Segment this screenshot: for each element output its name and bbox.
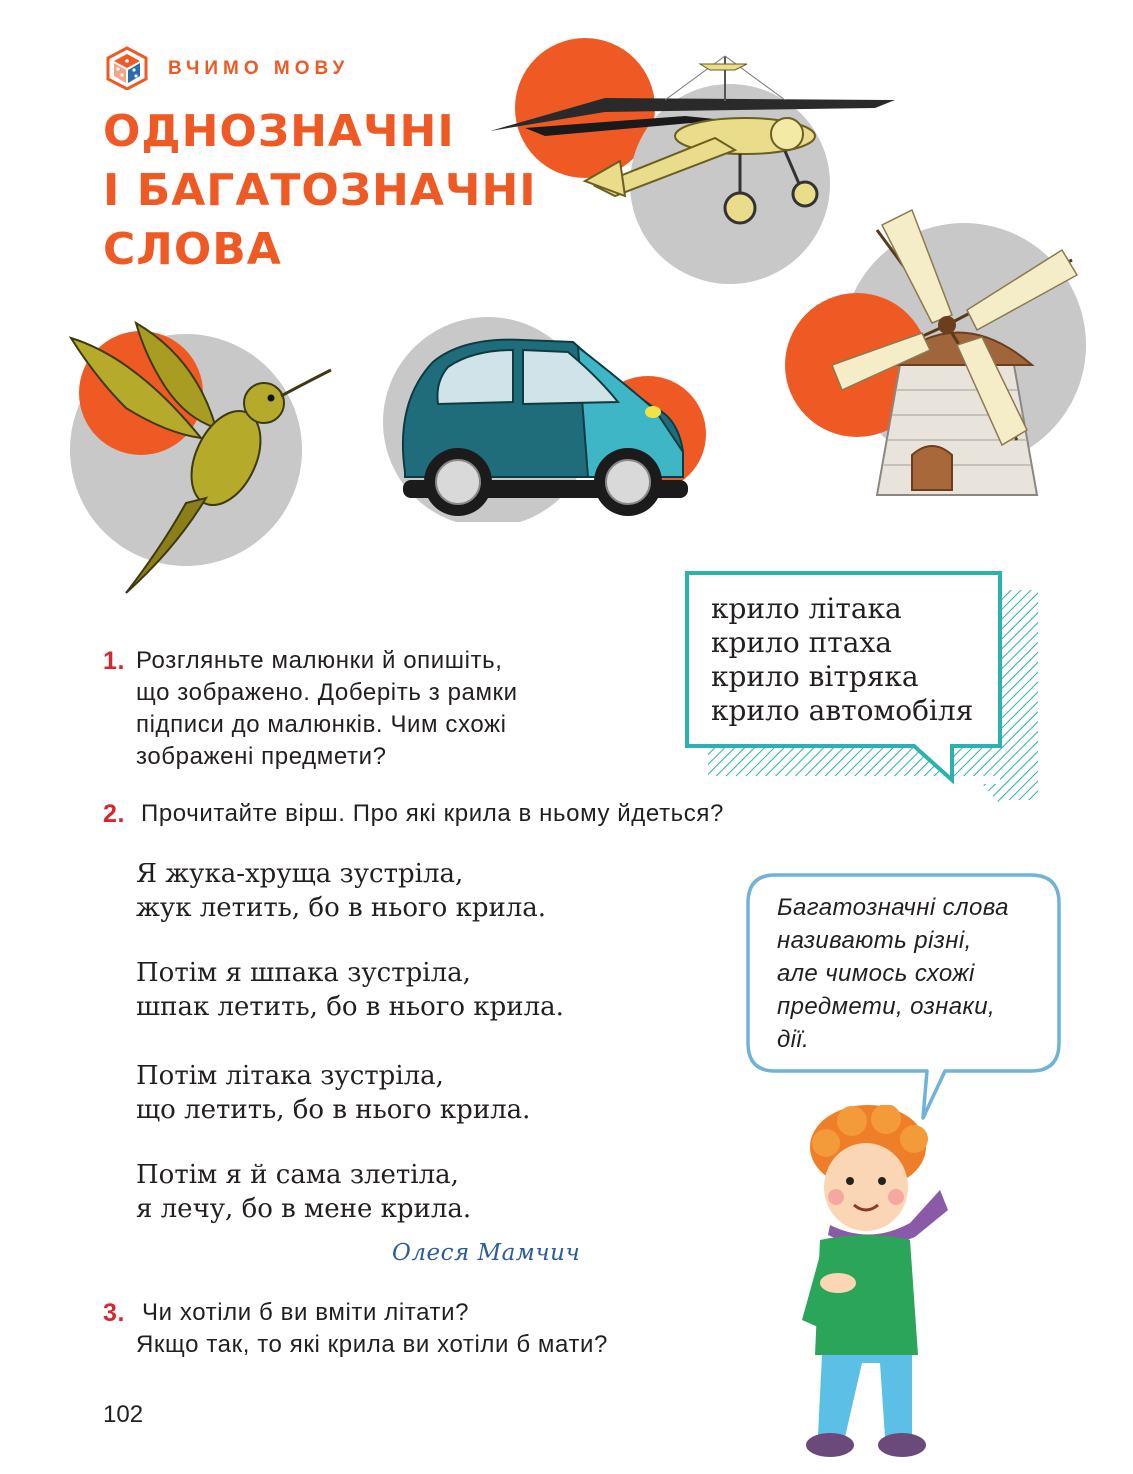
task-number: 1.	[103, 647, 126, 675]
poem-stanza-2	[136, 956, 564, 1024]
poem-line: Потім я шпака зустріла,	[136, 958, 471, 988]
page-title-line-1: ОДНОЗНАЧНІ	[103, 106, 455, 157]
poem-stanza-1	[136, 857, 546, 925]
task-3	[103, 1297, 608, 1361]
rule-line: предмети, ознаки,	[777, 993, 996, 1020]
page-title-line-3: СЛОВА	[103, 224, 282, 275]
poem-line: Потім літака зустріла,	[136, 1061, 444, 1091]
task-text-line: що зображено. Доберіть з рамки	[136, 679, 518, 706]
poem-line: що летить, бо в нього крила.	[136, 1095, 531, 1125]
rule-line: Багатозначні слова	[777, 894, 1009, 921]
task-text-line: Чи хотіли б ви вміти літати?	[142, 1299, 470, 1326]
phrase-item: крило літака	[711, 592, 902, 625]
task-text-line: Якщо так, то які крила ви хотіли б мати?	[136, 1331, 608, 1358]
phrase-item: крило вітряка	[711, 660, 919, 693]
phrase-list	[711, 592, 973, 728]
phrase-item: крило птаха	[711, 626, 892, 659]
poem-stanza-4	[136, 1158, 471, 1226]
task-text-line: Розгляньте малюнки й опишіть,	[136, 647, 503, 674]
windmill-icon	[782, 205, 1087, 505]
task-text-line: підписи до малюнків. Чим схожі	[136, 711, 507, 738]
poem-line: Я жука-хруща зустріла,	[136, 859, 464, 889]
poem-line: жук летить, бо в нього крила.	[136, 893, 547, 923]
car-icon	[383, 312, 713, 522]
poem-author: Олеся Мамчич	[392, 1240, 581, 1266]
rule-line: але чимось схожі	[777, 960, 975, 987]
task-text-line: Прочитайте вірш. Про які крила в ньому йдеться?	[141, 800, 724, 827]
task-number: 2.	[103, 800, 126, 828]
poem-stanza-3	[136, 1059, 530, 1127]
task-2	[103, 798, 724, 830]
task-text-line: зображені предмети?	[136, 743, 387, 770]
poem-line: Потім я й сама злетіла,	[136, 1160, 459, 1190]
poem-line: я лечу, бо в мене крила.	[136, 1194, 472, 1224]
boy-icon	[790, 1105, 950, 1470]
task-number: 3.	[103, 1299, 126, 1327]
poem-line: шпак летить, бо в нього крила.	[136, 992, 564, 1022]
dice-icon	[105, 46, 149, 90]
task-1	[103, 645, 518, 773]
rule-line: дії.	[777, 1026, 810, 1053]
page-number: 102	[103, 1401, 144, 1428]
rule-text	[777, 891, 1009, 1056]
page-title-line-2: І БАГАТОЗНАЧНІ	[103, 165, 537, 216]
rule-line: називають різні,	[777, 927, 972, 954]
section-label: ВЧИМО МОВУ	[168, 58, 350, 79]
phrase-item: крило автомобіля	[711, 694, 974, 727]
hummingbird-icon	[66, 318, 336, 598]
